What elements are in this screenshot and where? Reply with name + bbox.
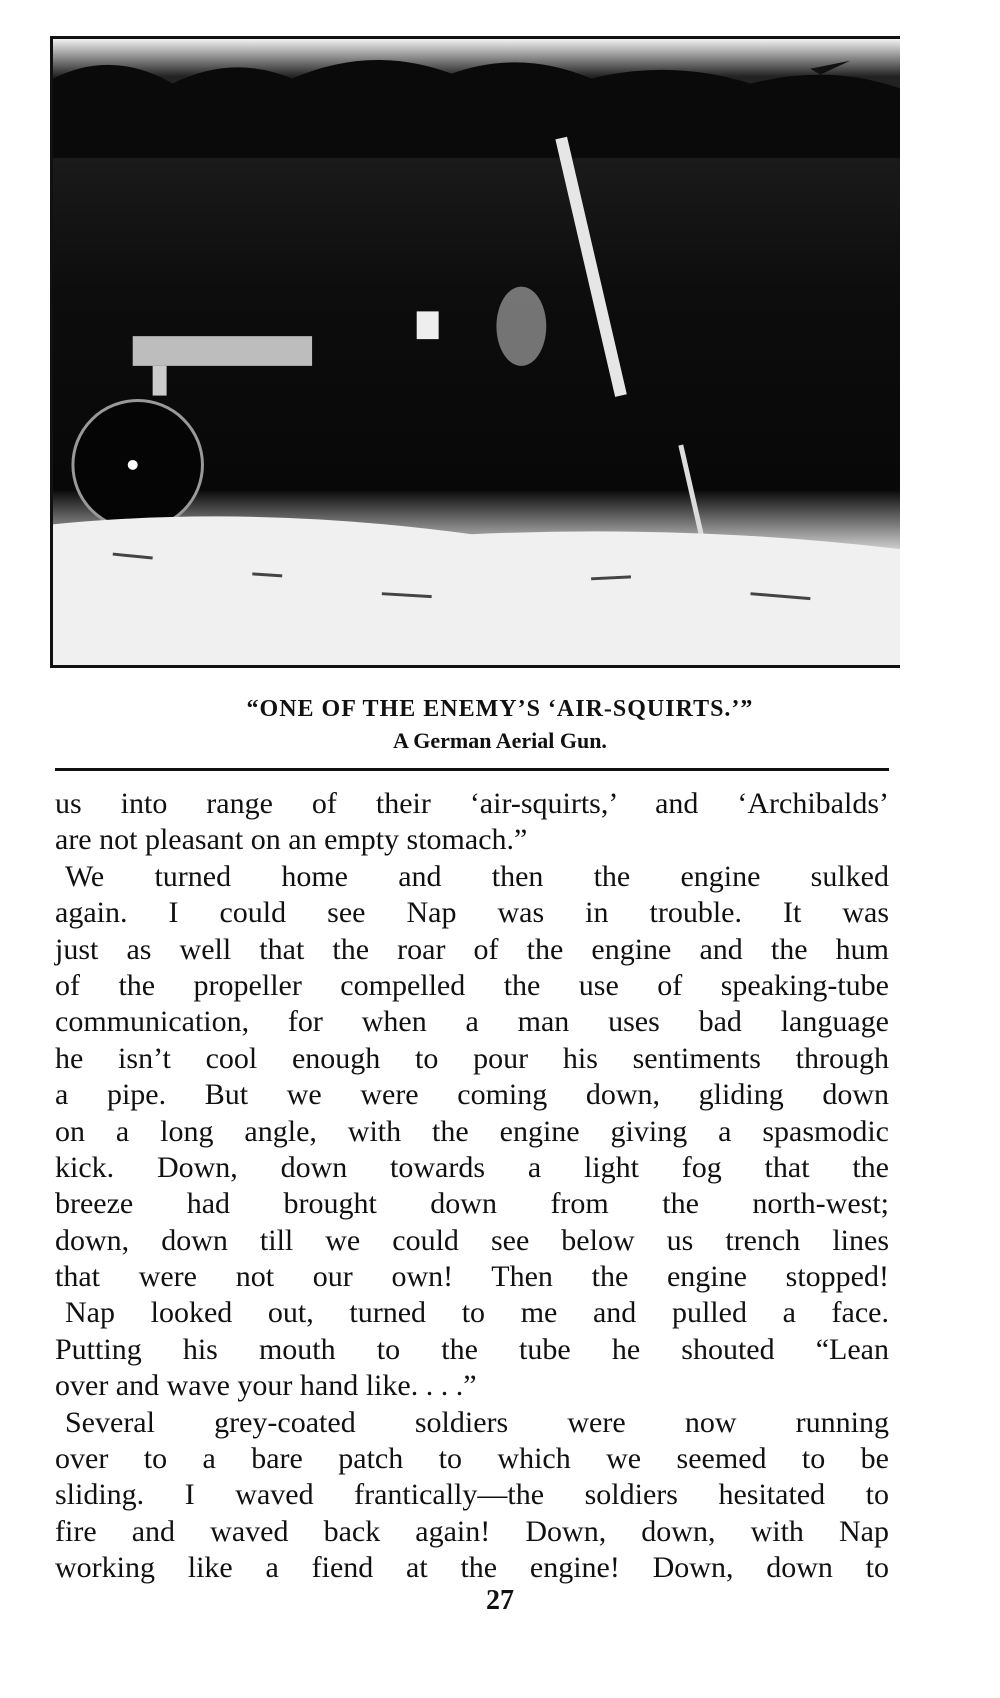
figure-caption-title: “ONE OF THE ENEMY’S ‘AIR-SQUIRTS.’” <box>246 696 754 722</box>
text-line: fire and waved back again! Down, down, with Nap <box>55 1514 889 1548</box>
body-text <box>55 786 889 1587</box>
text-line: over and wave your hand like. . . .” <box>55 1369 477 1403</box>
text-line: sliding. I waved frantically—the soldiers hesitated to <box>55 1478 889 1512</box>
text-line: on a long angle, with the engine giving a spasmodic <box>55 1114 889 1148</box>
caption-divider <box>55 768 889 771</box>
text-line: us into range of their ‘air-squirts,’ and ‘Archibalds’ <box>55 787 889 820</box>
text-line: he isn’t cool enough to pour his sentiments through <box>55 1041 889 1075</box>
figure-caption-subtitle: A German Aerial Gun. <box>393 728 607 753</box>
text-line: over to a bare patch to which we seemed to be <box>55 1442 889 1476</box>
text-line: just as well that the roar of the engine and the hum <box>55 932 889 966</box>
text-line: We turned home and then the engine sulked <box>65 859 889 893</box>
text-line: that were not our own! Then the engine stopped! <box>55 1260 889 1294</box>
text-line: working like a fiend at the engine! Down, down to <box>55 1551 889 1585</box>
page-number: 27 <box>486 1585 514 1616</box>
text-line: kick. Down, down towards a light fog that the <box>55 1150 889 1184</box>
text-line: down, down till we could see below us trench lines <box>55 1223 889 1257</box>
text-line: communication, for when a man uses bad language <box>55 1005 889 1039</box>
text-line: a pipe. But we were coming down, gliding down <box>55 1078 889 1112</box>
text-line: of the propeller compelled the use of speaking-tube <box>55 968 889 1002</box>
aerial-gun-image <box>53 39 900 665</box>
text-line: Putting his mouth to the tube he shouted “Lean <box>55 1332 889 1366</box>
text-line: are not pleasant on an empty stomach.” <box>55 823 528 857</box>
text-line: Several grey-coated soldiers were now running <box>65 1405 889 1439</box>
text-line: breeze had brought down from the north-west; <box>55 1187 889 1221</box>
photograph-german-aerial-gun <box>50 36 900 668</box>
text-line: again. I could see Nap was in trouble. It was <box>55 896 889 930</box>
text-line: Nap looked out, turned to me and pulled a face. <box>65 1296 889 1330</box>
